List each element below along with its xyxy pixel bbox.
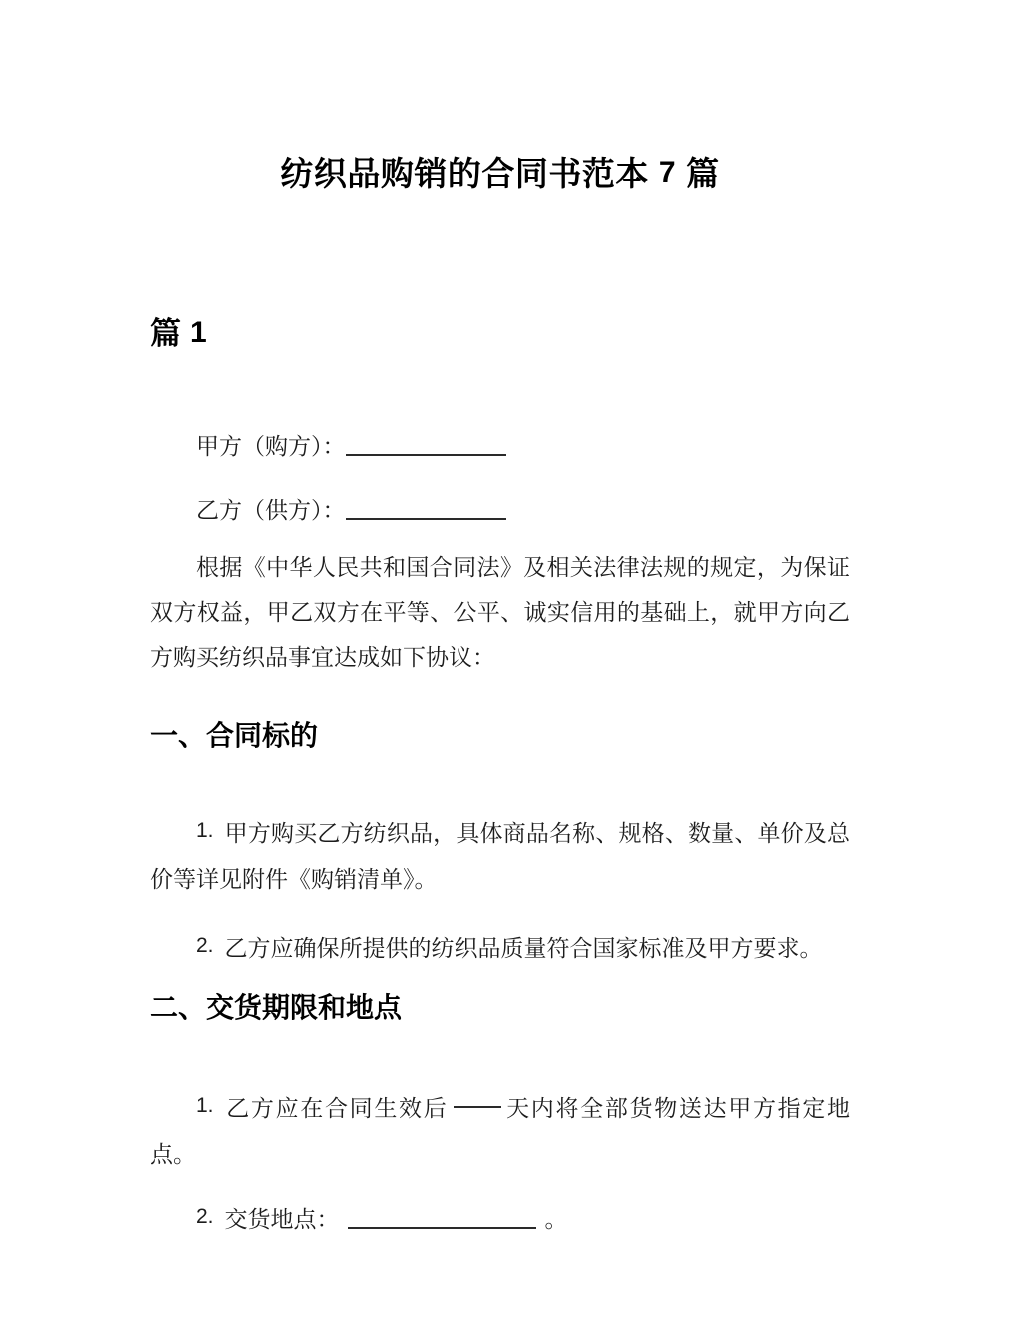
part-heading-number: 1: [190, 316, 207, 349]
part-heading-label: 篇: [150, 316, 181, 351]
delivery-location-label: 交货地点：: [224, 1206, 340, 1232]
section-1-heading: 一、合同标的: [150, 720, 319, 751]
document-title-suffix: 篇: [686, 155, 720, 192]
delivery-days-blank-line: [454, 1105, 501, 1108]
document-title-text: 纺织品购销的合同书范本: [280, 155, 649, 192]
section-1-item-1: [150, 811, 850, 902]
section-2-heading: 二、交货期限和地点: [150, 992, 403, 1023]
party-a-label: 甲方（购方）：: [196, 433, 346, 459]
delivery-location-blank-line: [348, 1226, 536, 1229]
party-a-blank-line: [346, 453, 506, 456]
party-b-line: [150, 488, 850, 532]
party-a-line: [150, 424, 850, 468]
section-1-item-2: [150, 926, 850, 972]
intro-paragraph: 根据《中华人民共和国合同法》及相关法律法规的规定，为保证双方权益，甲乙双方在平等、公平、诚实信用的基础上，就甲方向乙方购买纺织品事宜达成如下协议：: [150, 554, 850, 670]
section-2-item-1: [150, 1086, 850, 1177]
item-text-after-blank: 天内将全部货物送达甲方指定地点。: [150, 1095, 851, 1167]
item-text: 乙方应确保所提供的纺织品质量符合国家标准及甲方要求。: [224, 935, 823, 961]
part-1-heading: [150, 313, 850, 356]
document-title: [150, 152, 850, 198]
item-text-before-blank: 乙方应在合同生效后: [224, 1095, 449, 1121]
item-number: 2.: [196, 934, 214, 957]
item-text: 甲方购买乙方纺织品，具体商品名称、规格、数量、单价及总价等详见附件《购销清单》。: [150, 820, 850, 892]
document-title-number: 7: [658, 156, 677, 189]
party-b-label: 乙方（供方）：: [196, 497, 346, 523]
item-number: 2.: [196, 1205, 214, 1228]
item-number: 1.: [196, 1094, 214, 1117]
item-number: 1.: [196, 819, 214, 842]
party-b-blank-line: [346, 517, 506, 520]
section-2-item-2: [150, 1197, 850, 1243]
period-suffix: 。: [544, 1206, 568, 1232]
